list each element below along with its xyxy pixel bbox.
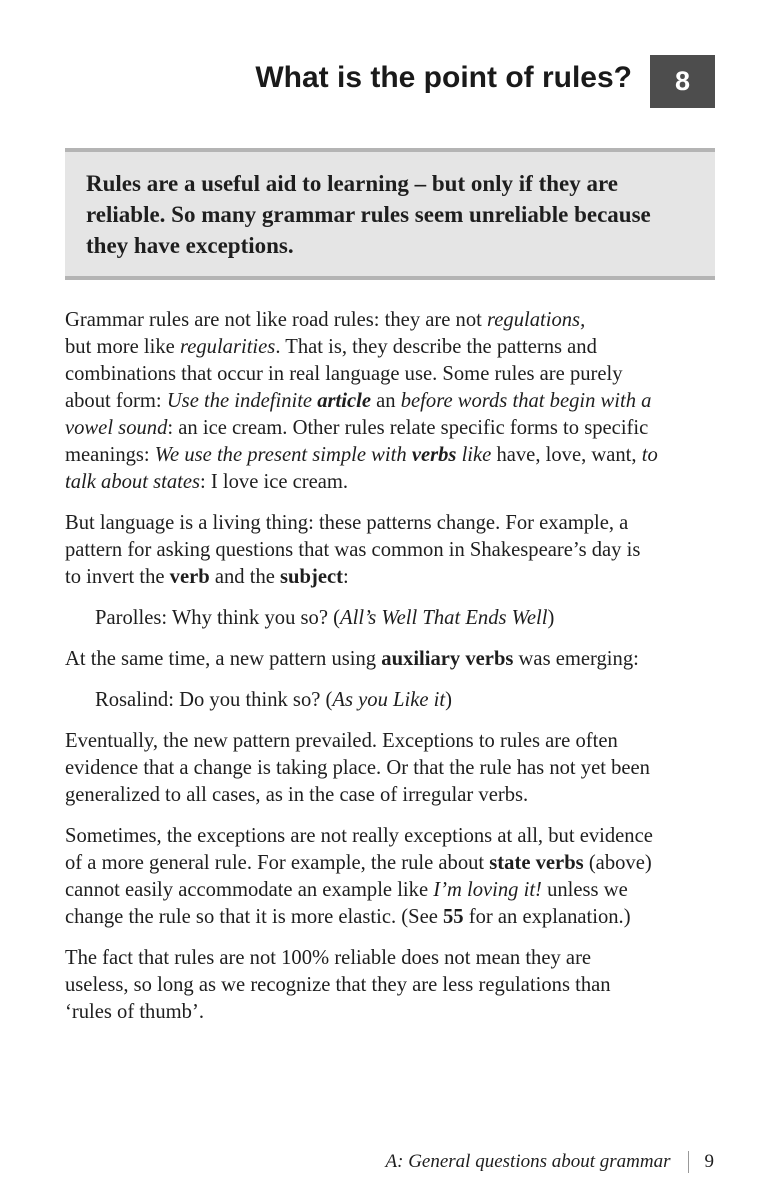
text-run: But language is a living thing: these patterns change. For example, a: [65, 512, 629, 534]
text-run: regularities: [179, 336, 276, 358]
text-run: about form:: [65, 390, 167, 412]
text-run: Sometimes, the exceptions are not really exceptions at all, but evidence: [65, 825, 653, 847]
text-run: unless we: [541, 879, 628, 901]
text-run: ): [547, 607, 555, 629]
footer-divider: [688, 1151, 689, 1173]
text-run: At the same time, a new pattern using: [65, 648, 382, 670]
paragraph: [65, 945, 725, 1026]
text-run: Eventually, the new pattern prevailed. Exceptions to rules are often: [65, 730, 618, 752]
text-run: ): [445, 689, 452, 711]
paragraph: [65, 728, 725, 809]
quote-line: [65, 687, 725, 714]
text-run: cannot easily accommodate an example like: [65, 879, 434, 901]
text-run: We use the present simple with: [154, 444, 412, 466]
footer-section-label: A: General questions about grammar: [385, 1151, 671, 1172]
text-run: have, love, want,: [496, 444, 642, 466]
text-run: verb: [169, 566, 210, 588]
text-run: . That is, they describe the patterns and: [275, 336, 597, 358]
text-run: (above): [583, 852, 652, 874]
paragraph: [65, 823, 725, 931]
text-run: Rosalind: Do you think so? (: [95, 689, 333, 711]
body-text: [65, 307, 725, 1040]
text-run: ‘rules of thumb’.: [65, 1001, 204, 1023]
quote-line: [65, 605, 725, 632]
summary-box: Rules are a useful aid to learning – but only if they are reliable. So many grammar rules seem unreliable because they have exceptions.: [65, 148, 715, 280]
text-run: change the rule so that it is more elastic. (See: [65, 906, 443, 928]
text-run: was emerging:: [513, 648, 639, 670]
text-run: generalized to all cases, as in the case of irregular verbs.: [65, 784, 529, 806]
text-run: As you Like it: [332, 689, 446, 711]
text-run: The fact that rules are not 100% reliable does not mean they are: [65, 947, 592, 969]
page-header: [0, 55, 782, 108]
text-run: meanings:: [65, 444, 155, 466]
text-run: Use the indefinite: [166, 390, 318, 412]
text-run: Grammar rules are not like road rules: they are not: [65, 309, 488, 331]
text-run: verbs: [411, 444, 457, 466]
text-run: of a more general rule. For example, the rule about: [65, 852, 490, 874]
page-title: What is the point of rules?: [255, 61, 632, 94]
section-number-badge: 8: [650, 55, 715, 108]
text-run: an: [371, 390, 401, 412]
paragraph: [65, 307, 725, 496]
text-run: useless, so long as we recognize that they are less regulations than: [65, 974, 611, 996]
paragraph: [65, 646, 725, 673]
text-run: vowel sound: [65, 417, 168, 439]
text-run: for an explanation.): [463, 906, 631, 928]
text-run: regulations,: [487, 309, 586, 331]
page-footer: [386, 1150, 714, 1174]
text-run: state verbs: [489, 852, 584, 874]
text-run: auxiliary verbs: [381, 648, 514, 670]
text-run: : I love ice cream.: [200, 471, 349, 493]
page-number: 9: [704, 1151, 714, 1172]
text-run: Parolles: Why think you so? (: [95, 607, 341, 629]
text-run: talk about states: [65, 471, 200, 493]
text-run: 55: [443, 906, 464, 928]
text-run: and the: [209, 566, 281, 588]
text-run: to: [641, 444, 658, 466]
text-run: I’m loving it!: [433, 879, 542, 901]
text-run: like: [456, 444, 497, 466]
text-run: combinations that occur in real language use. Some rules are purely: [65, 363, 623, 385]
text-run: All’s Well That Ends Well: [340, 607, 548, 629]
text-run: evidence that a change is taking place. Or that the rule has not yet been: [65, 757, 650, 779]
text-run: to invert the: [65, 566, 170, 588]
text-run: : an ice cream. Other rules relate specific forms to specific: [167, 417, 649, 439]
text-run: pattern for asking questions that was common in Shakespeare’s day is: [65, 539, 641, 561]
text-run: subject: [280, 566, 343, 588]
text-run: but more like: [65, 336, 180, 358]
paragraph: [65, 510, 725, 591]
text-run: article: [317, 390, 371, 412]
text-run: before words that begin with a: [400, 390, 652, 412]
text-run: :: [342, 566, 349, 588]
